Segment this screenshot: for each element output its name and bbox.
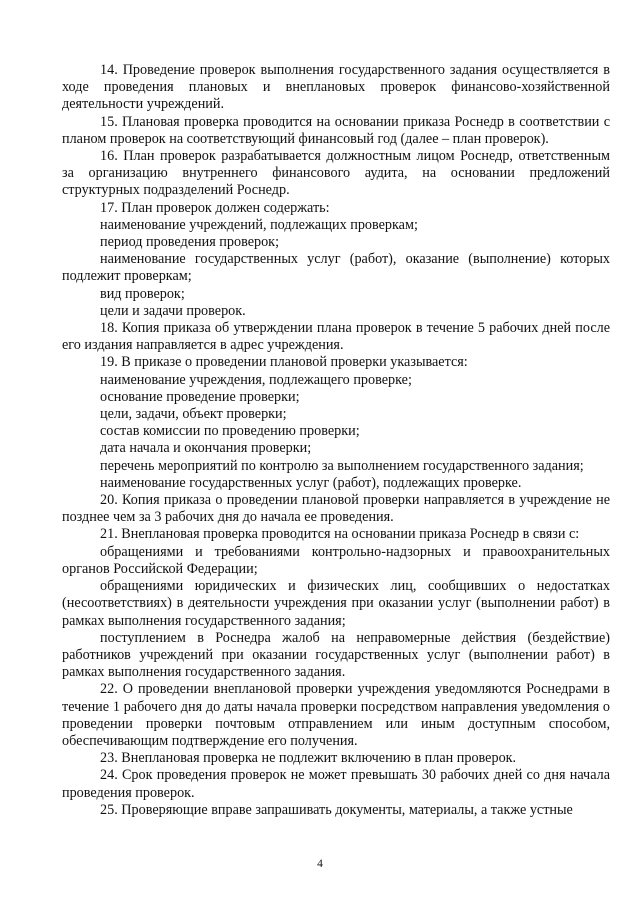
paragraph-23: 23. Внеплановая проверка не подлежит включению в план проверок. (100, 750, 517, 767)
list-item: обращениями юридических и физических лиц, сообщивших о недостатках (несоответствиях) в деятельности учреждения при оказании услуг (выполнении работ) в рамках выполнения государственного задания; (62, 578, 610, 629)
page-number: 4 (317, 858, 323, 870)
paragraph-17: 17. План проверок должен содержать: (100, 199, 330, 216)
list-item: обращениями и требованиями контрольно-надзорных и правоохранительных органов Российской Федерации; (62, 543, 610, 577)
paragraph-25: 25. Проверяющие вправе запрашивать документы, материалы, а также устные (100, 801, 573, 818)
list-item: период проведения проверок; (100, 234, 280, 251)
paragraph-20: 20. Копия приказа о проведении плановой проверки направляется в учреждение не позднее чем за 3 рабочих дня до начала ее проведения. (62, 492, 610, 526)
list-item: наименование государственных услуг (работ), оказание (выполнение) которых подлежит проверкам; (62, 251, 610, 285)
list-item: вид проверок; (100, 285, 185, 302)
list-item: основание проведение проверки; (100, 388, 300, 405)
list-item: поступлением в Роснедра жалоб на неправомерные действия (бездействие) работников учреждений при оказании государственных услуг (выполнении работ) в рамках выполнения государственного задания. (62, 629, 610, 681)
paragraph-16: 16. План проверок разрабатывается должностным лицом Роснедр, ответственным за организацию внутреннего финансового аудита, на основании предложений структурных подразделений Роснедр. (62, 148, 610, 199)
list-item: наименование государственных услуг (работ), подлежащих проверке. (100, 474, 522, 491)
list-item: состав комиссии по проведению проверки; (100, 423, 360, 440)
paragraph-15: 15. Плановая проверка проводится на основании приказа Роснедр в соответствии с планом проверок на соответствующий финансовый год (далее – план проверок). (62, 113, 610, 147)
list-item: дата начала и окончания проверки; (100, 440, 312, 457)
paragraph-22: 22. О проведении внеплановой проверки учреждения уведомляются Роснедрами в течение 1 рабочего дня до даты начала проверки посредством направления уведомления о проведении проверки почтовым отправлением или иным доступным способом, обеспечивающим подтверждение его получения. (62, 681, 610, 749)
paragraph-24: 24. Срок проведения проверок не может превышать 30 рабочих дней со дня начала проведения проверок. (62, 767, 610, 801)
list-item: цели, задачи, объект проверки; (100, 406, 287, 423)
list-item: цели и задачи проверок. (100, 302, 246, 319)
paragraph-19: 19. В приказе о проведении плановой проверки указывается: (100, 354, 468, 371)
paragraph-18: 18. Копия приказа об утверждении плана проверок в течение 5 рабочих дней после его издания направляется в адрес учреждения. (62, 320, 610, 354)
list-item: наименование учреждений, подлежащих проверкам; (100, 216, 418, 233)
list-item: перечень мероприятий по контролю за выполнением государственного задания; (100, 457, 584, 474)
list-item: наименование учреждения, подлежащего проверке; (100, 371, 412, 388)
document-page (62, 62, 610, 819)
paragraph-21: 21. Внеплановая проверка проводится на основании приказа Роснедр в связи с: (100, 526, 580, 543)
paragraph-14: 14. Проведение проверок выполнения государственного задания осуществляется в ходе проведения плановых и внеплановых проверок финансово-хозяйственной деятельности учреждений. (62, 62, 610, 113)
